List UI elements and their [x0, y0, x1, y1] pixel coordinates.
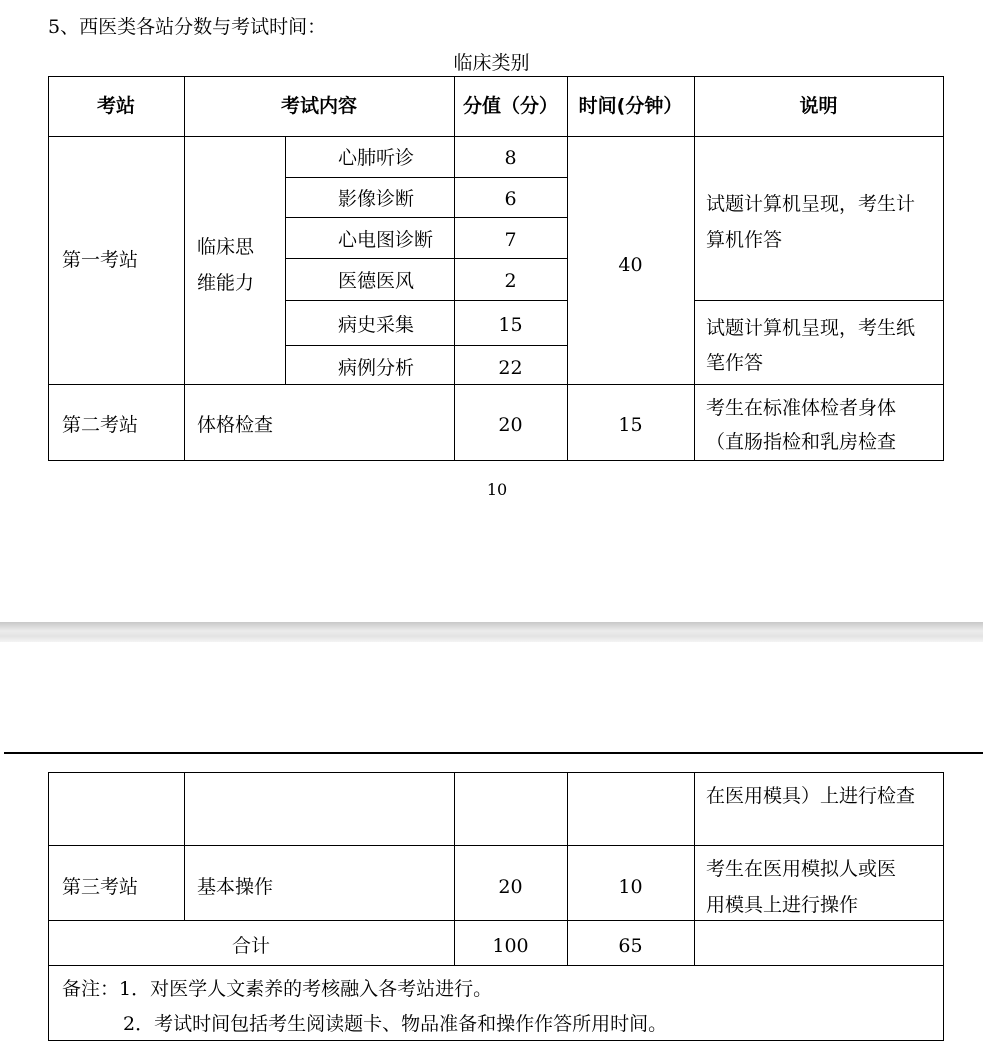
station2-score: 20: [498, 414, 523, 436]
station1-time: 40: [618, 254, 643, 276]
station1-item-score: 8: [504, 147, 517, 169]
station1-item-content: 医德医风: [338, 270, 415, 292]
station3-content: 基本操作: [197, 876, 274, 898]
header-station: 考站: [96, 95, 135, 117]
station1-category-line1: 临床思: [197, 236, 255, 258]
station3-name: 第三考站: [62, 876, 139, 898]
station1-item-content: 心肺听诊: [338, 147, 415, 169]
page-number: 10: [486, 480, 508, 499]
station1-note-a-line1: 试题计算机呈现，考生计: [706, 193, 916, 215]
header-content: 考试内容: [280, 95, 357, 117]
header-score: 分值（分）: [462, 95, 558, 117]
station1-name: 第一考站: [62, 249, 139, 271]
station3-note-line1: 考生在医用模拟人或医: [706, 858, 897, 880]
station3-time: 10: [618, 876, 643, 898]
station1-item-content: 心电图诊断: [338, 229, 434, 251]
total-time: 65: [618, 935, 643, 957]
section-heading: 5、西医类各站分数与考试时间：: [48, 16, 327, 38]
header-note: 说明: [799, 95, 838, 117]
station1-item-score: 2: [504, 270, 517, 292]
station1-item-content: 影像诊断: [338, 188, 415, 210]
remark-line1: 备注：1．对医学人文素养的考核融入各考站进行。: [62, 978, 493, 1000]
station1-note-b-line2: 笔作答: [706, 352, 764, 374]
total-score: 100: [492, 935, 529, 957]
total-label: 合计: [231, 935, 270, 957]
station1-item-content: 病史采集: [338, 314, 415, 336]
station2-note-line1: 考生在标准体检者身体: [706, 397, 897, 419]
station2-name: 第二考站: [62, 414, 139, 436]
station1-item-score: 7: [504, 229, 517, 251]
table-caption: 临床类别: [453, 52, 530, 74]
station2-time: 15: [618, 414, 643, 436]
station1-note-b-line1: 试题计算机呈现，考生纸: [706, 317, 916, 339]
page-separator: [0, 622, 983, 642]
station1-item-score: 15: [498, 314, 523, 336]
station3-note-line2: 用模具上进行操作: [706, 894, 859, 916]
station2-note-line2: （直肠指检和乳房检查: [706, 431, 897, 453]
station1-item-score: 22: [498, 357, 523, 379]
station1-item-content: 病例分析: [338, 357, 415, 379]
station3-score: 20: [498, 876, 523, 898]
remark-line2: 2．考试时间包括考生阅读题卡、物品准备和操作作答所用时间。: [123, 1013, 668, 1035]
station1-item-score: 6: [504, 188, 517, 210]
station2-note-line3: 在医用模具）上进行检查: [706, 785, 916, 807]
page-top-rule: [4, 752, 983, 754]
header-time: 时间(分钟）: [578, 95, 683, 117]
station2-content: 体格检查: [197, 414, 274, 436]
station1-category-line2: 维能力: [197, 272, 255, 294]
station1-note-a-line2: 算机作答: [706, 229, 783, 251]
